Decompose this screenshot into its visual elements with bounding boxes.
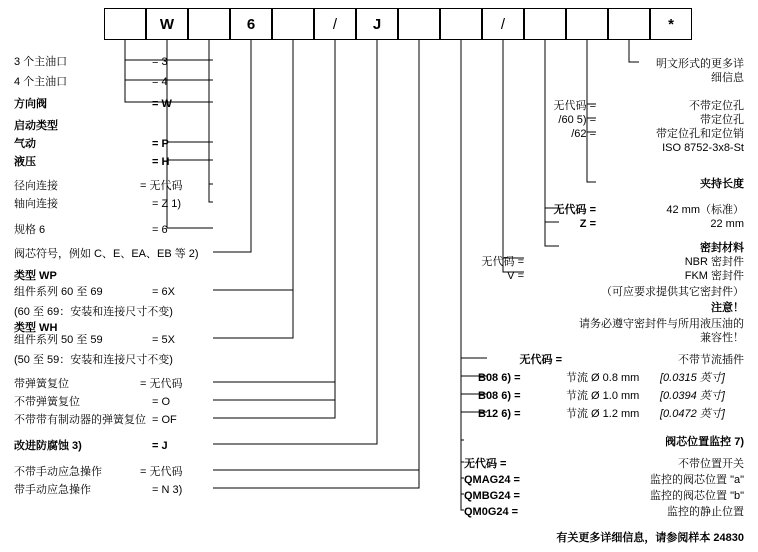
left-code-17: = O [152, 396, 171, 408]
seal-title: 密封材料 [700, 242, 744, 254]
left-code-8: = 6 [152, 224, 168, 236]
left-label-21: 带手动应急操作 [14, 484, 91, 496]
seal-desc-0: NBR 密封件 [684, 256, 744, 268]
throttle-desc-3: 节流 Ø 1.2 mm [566, 408, 640, 420]
left-code-1: = 4 [152, 76, 168, 88]
left-label-10: 类型 WP [14, 270, 57, 282]
seal-code-0: 无代码 = [481, 256, 524, 268]
clamp-desc-0: 42 mm（标准） [666, 204, 744, 216]
seal-desc-1: FKM 密封件 [684, 270, 744, 282]
left-label-20: 不带手动应急操作 [14, 466, 102, 478]
locating-code-1: /60 5) = [558, 114, 596, 126]
left-code-14: = 5X [152, 334, 175, 346]
throttle-desc-0: 不带节流插件 [678, 354, 744, 366]
code-cell-4[interactable]: 6 [230, 8, 272, 40]
left-label-18: 不带带有制动器的弹簧复位 [14, 414, 146, 426]
left-code-4: = P [152, 138, 169, 150]
footer-note: 有关更多详细信息，请参阅样本 24830 [556, 532, 744, 544]
left-code-5: = H [152, 156, 170, 168]
locating-desc-2: 带定位孔和定位销 [656, 128, 744, 140]
code-cell-2[interactable]: W [146, 8, 188, 40]
seal-code-1: V = [507, 270, 524, 282]
left-code-6: = 无代码 [140, 180, 183, 192]
left-label-4: 气动 [14, 138, 36, 150]
left-label-9: 阀芯符号，例如 C、E、EA、EB 等 2) [14, 248, 199, 260]
spool-code-2: QMBG24 = [464, 490, 520, 502]
throttle-code-3: B12 6) = [478, 408, 521, 420]
left-code-11: = 6X [152, 286, 175, 298]
detail-note-line2: 细信息 [711, 72, 744, 84]
throttle-code-0: 无代码 = [519, 354, 562, 366]
left-label-16: 带弹簧复位 [14, 378, 69, 390]
locating-code-2: /62 = [571, 128, 596, 140]
locating-footer: ISO 8752-3x8-St [662, 142, 744, 154]
throttle-inch-2: [0.0394 英寸] [660, 390, 725, 402]
clamp-desc-1: 22 mm [710, 218, 744, 230]
throttle-desc-2: 节流 Ø 1.0 mm [566, 390, 640, 402]
spool-desc-1: 监控的阀芯位置 "a" [650, 474, 744, 486]
code-cell-10[interactable]: / [482, 8, 524, 40]
throttle-inch-3: [0.0472 英寸] [660, 408, 725, 420]
left-label-1: 4 个主油口 [14, 76, 68, 88]
spool-desc-0: 不带位置开关 [678, 458, 744, 470]
left-code-0: = 3 [152, 56, 168, 68]
spool-code-1: QMAG24 = [464, 474, 520, 486]
left-code-21: = N 3) [152, 484, 183, 496]
left-label-11: 组件系列 60 至 69 [14, 286, 103, 298]
seal-note-1: （可应要求提供其它密封件） [601, 286, 744, 298]
code-cell-14[interactable]: * [650, 8, 692, 40]
throttle-inch-1: [0.0315 英寸] [660, 372, 725, 384]
left-code-18: = OF [152, 414, 177, 426]
code-cell-6[interactable]: / [314, 8, 356, 40]
left-label-8: 规格 6 [14, 224, 46, 236]
spool-code-3: QM0G24 = [464, 506, 519, 518]
spool-desc-3: 监控的静止位置 [667, 506, 744, 518]
clamp-code-1: Z = [579, 218, 596, 230]
locating-desc-1: 带定位孔 [700, 114, 744, 126]
left-label-17: 不带弹簧复位 [14, 396, 80, 408]
left-label-13: 类型 WH [14, 322, 58, 334]
left-label-7: 轴向连接 [14, 198, 58, 210]
left-label-2: 方向阀 [14, 98, 47, 110]
left-label-3: 启动类型 [14, 120, 58, 132]
spool-desc-2: 监控的阀芯位置 "b" [650, 490, 744, 502]
left-code-20: = 无代码 [140, 466, 183, 478]
left-code-16: = 无代码 [140, 378, 183, 390]
left-label-0: 3 个主油口 [14, 56, 68, 68]
left-label-15: (50 至 59：安装和连接尺寸不变) [14, 354, 173, 366]
left-code-19: = J [152, 440, 168, 452]
detail-note-line1: 明文形式的更多详 [656, 58, 744, 70]
left-label-6: 径向连接 [14, 180, 58, 192]
spool-monitor-title: 阀芯位置监控 7) [665, 436, 744, 448]
left-label-5: 液压 [14, 156, 36, 168]
throttle-desc-1: 节流 Ø 0.8 mm [566, 372, 640, 384]
left-label-19: 改进防腐蚀 3) [14, 440, 82, 452]
clamp-title: 夹持长度 [700, 178, 744, 190]
locating-code-0: 无代码 = [553, 100, 596, 112]
left-label-12: (60 至 69：安装和连接尺寸不变) [14, 306, 173, 318]
clamp-code-0: 无代码 = [553, 204, 596, 216]
code-cell-7[interactable]: J [356, 8, 398, 40]
left-code-2: = W [152, 98, 172, 110]
seal-note-3: 请务必遵守密封件与所用液压油的 [579, 318, 744, 330]
spool-code-0: 无代码 = [464, 458, 507, 470]
seal-note-2: 注意！ [711, 302, 744, 314]
throttle-code-1: B08 6) = [478, 372, 521, 384]
left-label-14: 组件系列 50 至 59 [14, 334, 103, 346]
seal-note-4: 兼容性！ [700, 332, 744, 344]
throttle-code-2: B08 6) = [478, 390, 521, 402]
left-code-7: = Z 1) [152, 198, 182, 210]
locating-desc-0: 不带定位孔 [689, 100, 744, 112]
